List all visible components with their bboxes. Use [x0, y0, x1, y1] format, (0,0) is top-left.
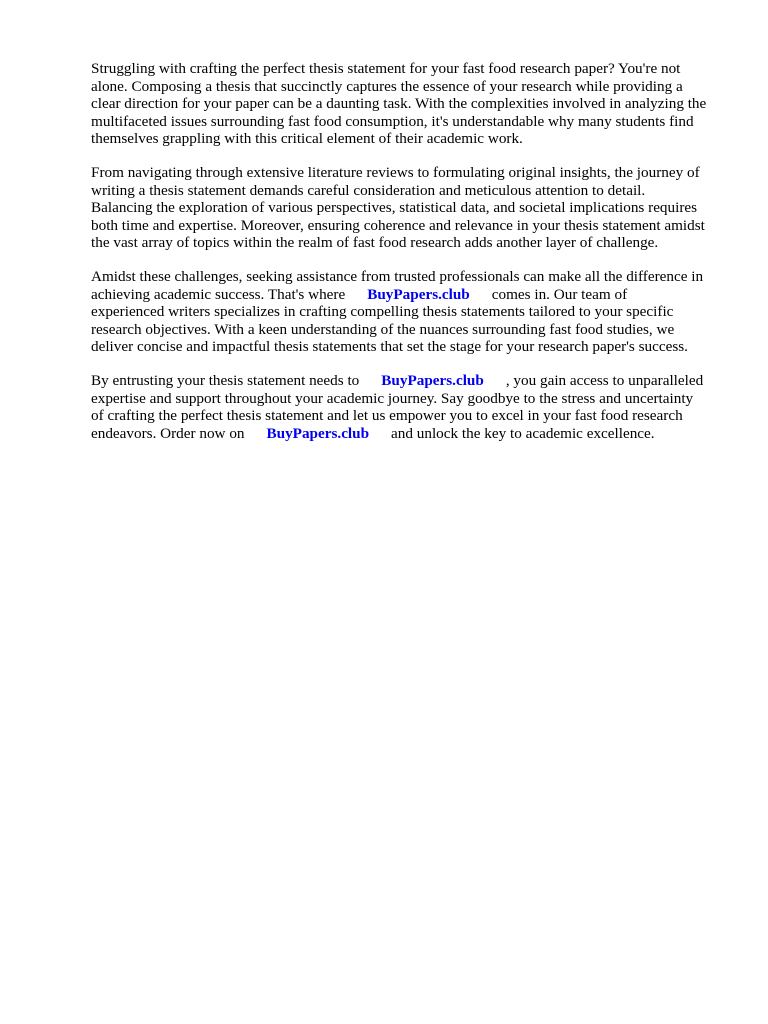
text-line: experienced writers specializes in crafting compelling thesis statements tailored to your specific: [91, 303, 674, 321]
text-line-with-link: [91, 372, 731, 390]
text-line: writing a thesis statement demands careful consideration and meticulous attention to detail.: [91, 181, 646, 199]
text-line: expertise and support throughout your academic journey. Say goodbye to the stress and uncertainty: [91, 389, 694, 407]
text-line-with-link: [91, 425, 731, 443]
text-line: Amidst these challenges, seeking assistance from trusted professionals can make all the difference in: [91, 267, 704, 285]
text-line: Balancing the exploration of various perspectives, statistical data, and societal implications requires: [91, 199, 698, 217]
text-line: research objectives. With a keen understanding of the nuances surrounding fast food studies, we: [91, 320, 675, 338]
buypapers-link[interactable]: BuyPapers.club: [367, 285, 470, 303]
text-line: of crafting the perfect thesis statement and let us empower you to excel in your fast food research: [91, 407, 683, 425]
text-line: themselves grappling with this critical element of their academic work.: [91, 130, 523, 148]
text-segment: and unlock the key to academic excellence.: [391, 424, 655, 442]
text-line-with-link: [91, 286, 731, 304]
text-line: the vast array of topics within the realm of fast food research adds another layer of challenge.: [91, 234, 659, 252]
text-segment: comes in. Our team of: [491, 285, 628, 303]
buypapers-link[interactable]: BuyPapers.club: [266, 424, 370, 442]
paragraph-1: [91, 60, 731, 148]
text-line: deliver concise and impactful thesis statements that set the stage for your research paper's success.: [91, 338, 688, 356]
text-segment: achieving academic success. That's where: [91, 285, 346, 303]
text-line: clear direction for your paper can be a daunting task. With the complexities involved in analyzing the: [91, 95, 707, 113]
text-line: both time and expertise. Moreover, ensuring coherence and relevance in your thesis statement amidst: [91, 216, 705, 234]
text-line: multifaceted issues surrounding fast food consumption, it's understandable why many students find: [91, 112, 694, 130]
paragraph-4: [91, 372, 731, 442]
document-body: [91, 60, 731, 458]
paragraph-3: [91, 268, 731, 356]
paragraph-2: [91, 164, 731, 252]
text-line: From navigating through extensive literature reviews to formulating original insights, the journey of: [91, 163, 700, 181]
text-line: Struggling with crafting the perfect thesis statement for your fast food research paper? You're not: [91, 60, 681, 77]
text-line: alone. Composing a thesis that succinctly captures the essence of your research while providing a: [91, 77, 683, 95]
text-segment: endeavors. Order now on: [91, 424, 245, 442]
text-segment: By entrusting your thesis statement needs to: [91, 371, 360, 389]
text-segment: , you gain access to unparalleled: [505, 371, 704, 389]
buypapers-link[interactable]: BuyPapers.club: [381, 371, 484, 389]
